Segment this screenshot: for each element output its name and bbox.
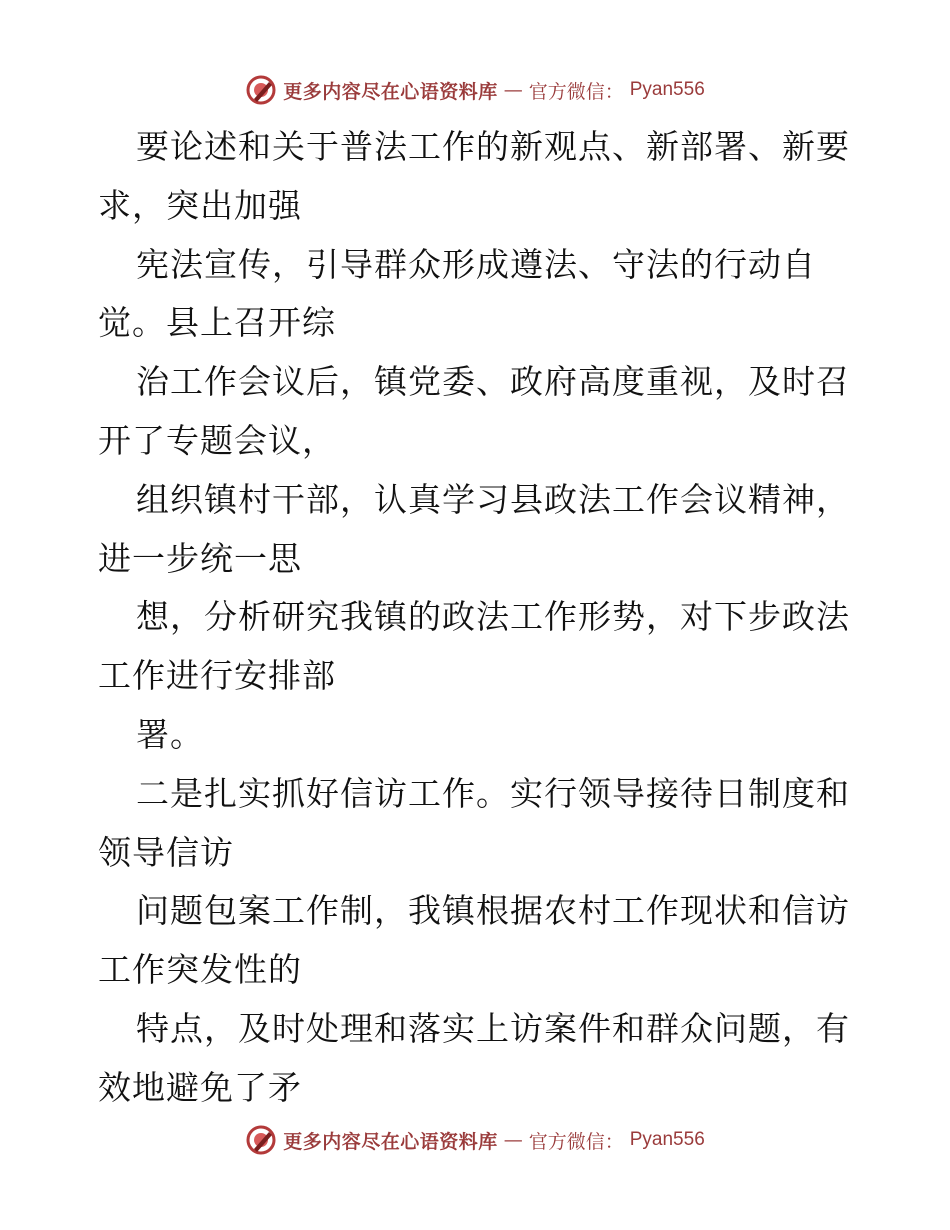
text-line: 特点，及时处理和落实上访案件和群众问题，有 <box>136 1008 850 1048</box>
pen-logo-icon <box>245 1124 277 1156</box>
text-line: 治工作会议后，镇党委、政府高度重视，及时召 <box>136 362 850 402</box>
text-line: 想，分析研究我镇的政法工作形势，对下步政法 <box>136 597 850 637</box>
text-line: 工作进行安排部 <box>98 656 336 696</box>
text-line: 求，突出加强 <box>98 185 302 225</box>
watermark-title: 更多内容尽在心语资料库 <box>283 1130 498 1153</box>
text-line: 二是扎实抓好信访工作。实行领导接待日制度和 <box>136 773 850 813</box>
text-line: 署。 <box>136 714 204 754</box>
text-line: 开了专题会议， <box>98 420 336 460</box>
text-line: 组织镇村干部，认真学习县政法工作会议精神， <box>136 479 850 519</box>
pen-logo-icon <box>245 74 277 106</box>
text-line: 觉。县上召开综 <box>98 303 336 343</box>
page-footer-watermark <box>0 1122 950 1158</box>
text-line: 工作突发性的 <box>98 950 302 990</box>
watermark-wechat-label: 官方微信： <box>528 80 624 103</box>
watermark-dash: — <box>503 1129 523 1151</box>
text-line: 问题包案工作制，我镇根据农村工作现状和信访 <box>136 891 850 931</box>
watermark-wechat-id: Pyan556 <box>629 1129 705 1150</box>
watermark-title: 更多内容尽在心语资料库 <box>283 80 498 103</box>
text-line: 要论述和关于普法工作的新观点、新部署、新要 <box>136 127 850 166</box>
watermark-wechat-id: Pyan556 <box>629 79 705 100</box>
text-line: 效地避免了矛 <box>98 1067 302 1107</box>
page-header-watermark <box>0 72 950 108</box>
text-line: 领导信访 <box>98 832 234 872</box>
document-body <box>98 118 858 1118</box>
text-line: 宪法宣传，引导群众形成遵法、守法的行动自 <box>136 244 816 284</box>
watermark-wechat-label: 官方微信： <box>528 1130 624 1153</box>
watermark-brand <box>245 74 705 106</box>
text-line: 进一步统一思 <box>98 538 302 578</box>
watermark-dash: — <box>503 79 523 101</box>
watermark-brand <box>245 1124 705 1156</box>
